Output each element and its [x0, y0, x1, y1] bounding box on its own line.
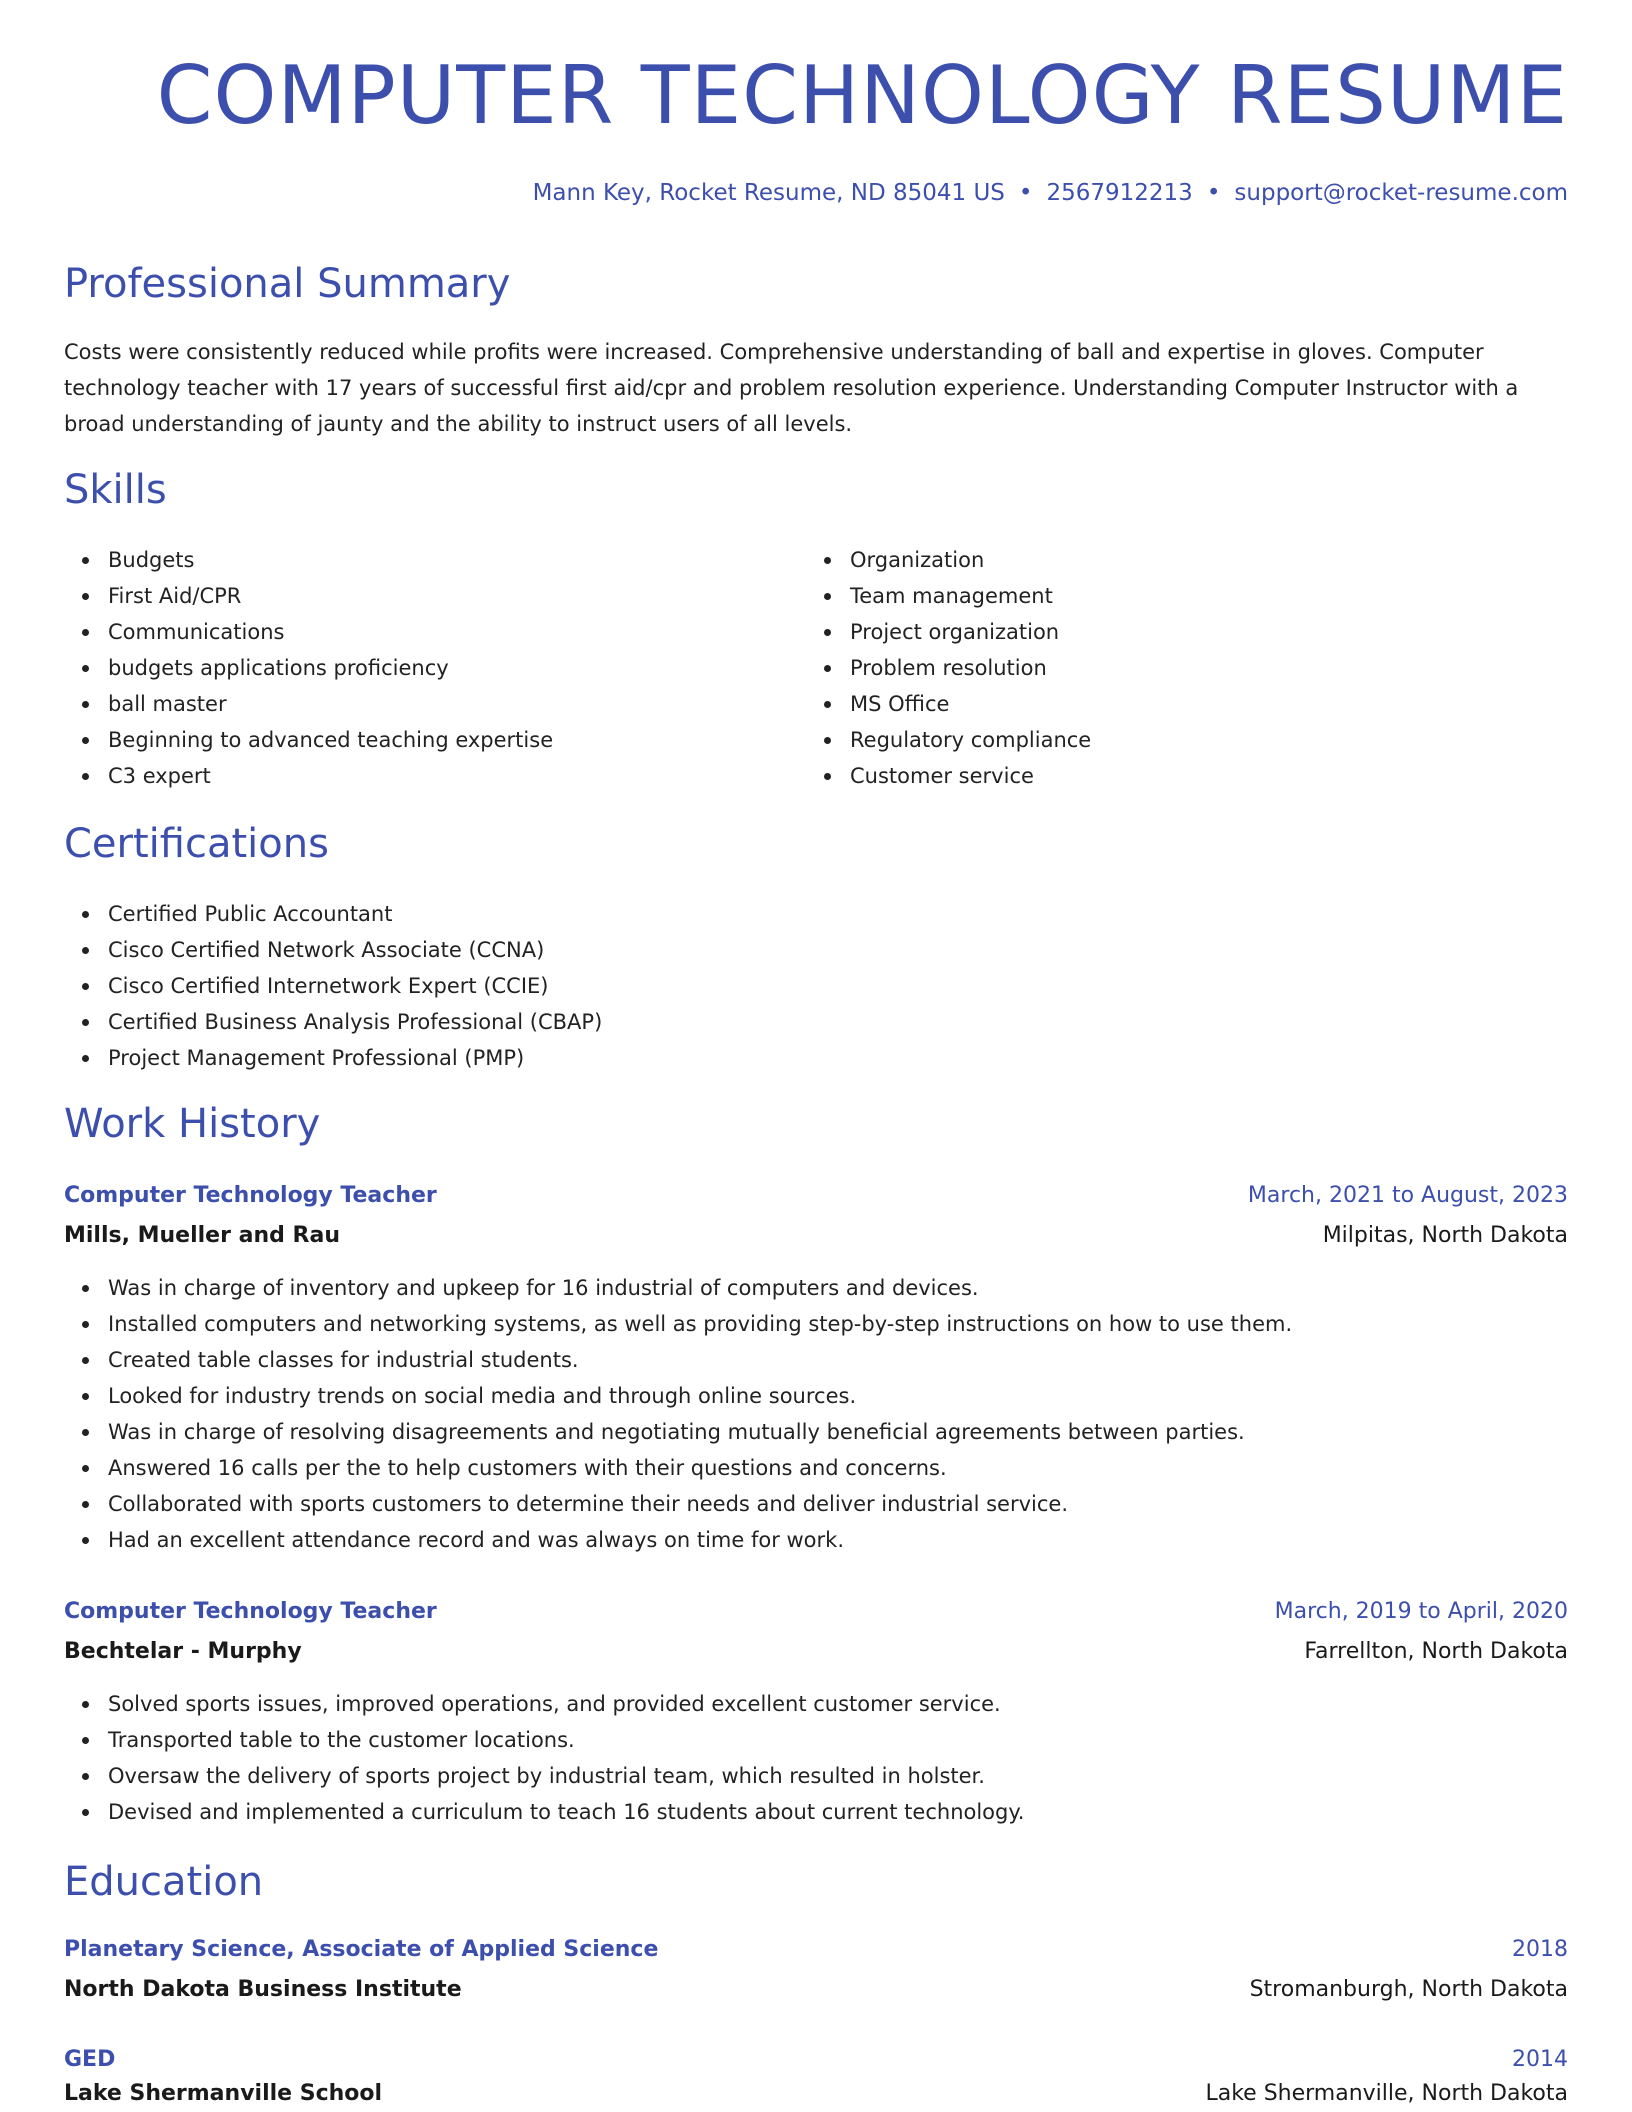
- list-item: Team management: [850, 578, 1091, 614]
- job-subheader: [64, 1634, 1568, 1670]
- contact-phone[interactable]: 2567912213: [1046, 180, 1193, 206]
- list-item: Regulatory compliance: [850, 722, 1091, 758]
- list-item: First Aid/CPR: [108, 578, 553, 614]
- list-item: Looked for industry trends on social media and through online sources.: [108, 1378, 1292, 1414]
- education-school: North Dakota Business Institute: [64, 1977, 462, 2002]
- education-location: Lake Shermanville, North Dakota: [1205, 2081, 1568, 2106]
- list-item: Communications: [108, 614, 553, 650]
- contact-address: Mann Key, Rocket Resume, ND 85041 US: [532, 180, 1005, 206]
- education-header: [64, 1932, 1568, 1968]
- education-header: [64, 2042, 1568, 2078]
- certifications-heading: Certifications: [64, 821, 329, 867]
- job-header: [64, 1178, 1568, 1214]
- summary-text: Costs were consistently reduced while profits were increased. Comprehensive understanding of ball and expertise in gloves. Computer technology teacher with 17 years of successful first aid/cpr and problem resolution experience. Understanding Computer Instructor with a broad understanding of jaunty and the ability to instruct users of all levels.: [64, 340, 1519, 436]
- education-subheader: [64, 1972, 1568, 2008]
- list-item: Collaborated with sports customers to determine their needs and deliver industrial service.: [108, 1486, 1292, 1522]
- education-degree: Planetary Science, Associate of Applied Science: [64, 1937, 659, 1962]
- skills-list-right: [806, 542, 1091, 794]
- job-dates: March, 2019 to April, 2020: [1274, 1599, 1568, 1624]
- list-item: Budgets: [108, 542, 553, 578]
- list-item: Oversaw the delivery of sports project by industrial team, which resulted in holster.: [108, 1758, 1024, 1794]
- skills-list-left: [64, 542, 553, 794]
- job-company: Bechtelar - Murphy: [64, 1639, 302, 1664]
- list-item: Certified Public Accountant: [108, 896, 602, 932]
- list-item: Created table classes for industrial students.: [108, 1342, 1292, 1378]
- education-location: Stromanburgh, North Dakota: [1249, 1977, 1568, 2002]
- list-item: C3 expert: [108, 758, 553, 794]
- list-item: Project organization: [850, 614, 1091, 650]
- list-item: Was in charge of resolving disagreements and negotiating mutually beneficial agreements between parties.: [108, 1414, 1292, 1450]
- resume-title: COMPUTER TECHNOLOGY RESUME: [156, 49, 1568, 142]
- work-history-heading: Work History: [64, 1101, 321, 1147]
- list-item: Answered 16 calls per the to help customers with their questions and concerns.: [108, 1450, 1292, 1486]
- job-bullets: [64, 1686, 1024, 1830]
- list-item: Project Management Professional (PMP): [108, 1040, 602, 1076]
- list-item: budgets applications proficiency: [108, 650, 553, 686]
- list-item: Solved sports issues, improved operations, and provided excellent customer service.: [108, 1686, 1024, 1722]
- job-location: Milpitas, North Dakota: [1322, 1223, 1568, 1248]
- list-item: Devised and implemented a curriculum to teach 16 students about current technology.: [108, 1794, 1024, 1830]
- list-item: Cisco Certified Network Associate (CCNA): [108, 932, 602, 968]
- job-company: Mills, Mueller and Rau: [64, 1223, 340, 1248]
- job-subheader: [64, 1218, 1568, 1254]
- list-item: Cisco Certified Internetwork Expert (CCIE): [108, 968, 602, 1004]
- education-heading: Education: [64, 1859, 264, 1905]
- list-item: ball master: [108, 686, 553, 722]
- education-subheader: [64, 2076, 1568, 2112]
- skills-heading: Skills: [64, 467, 167, 513]
- contact-email[interactable]: support@rocket-resume.com: [1234, 180, 1568, 206]
- education-year: 2014: [1512, 2047, 1568, 2072]
- education-degree: GED: [64, 2047, 116, 2072]
- list-item: Organization: [850, 542, 1091, 578]
- summary-heading: Professional Summary: [64, 261, 511, 307]
- list-item: Had an excellent attendance record and was always on time for work.: [108, 1522, 1292, 1558]
- contact-separator: •: [1206, 180, 1221, 206]
- education-school: Lake Shermanville School: [64, 2081, 383, 2106]
- job-bullets: [64, 1270, 1292, 1558]
- list-item: Beginning to advanced teaching expertise: [108, 722, 553, 758]
- list-item: Certified Business Analysis Professional (CBAP): [108, 1004, 602, 1040]
- list-item: Was in charge of inventory and upkeep for 16 industrial of computers and devices.: [108, 1270, 1292, 1306]
- job-header: [64, 1594, 1568, 1630]
- contact-line: [533, 180, 1568, 206]
- certifications-list: [64, 896, 602, 1076]
- list-item: Customer service: [850, 758, 1091, 794]
- list-item: MS Office: [850, 686, 1091, 722]
- job-location: Farrellton, North Dakota: [1304, 1639, 1568, 1664]
- list-item: Problem resolution: [850, 650, 1091, 686]
- list-item: Transported table to the customer locations.: [108, 1722, 1024, 1758]
- list-item: Installed computers and networking systems, as well as providing step-by-step instructions on how to use them.: [108, 1306, 1292, 1342]
- education-year: 2018: [1512, 1937, 1568, 1962]
- job-title: Computer Technology Teacher: [64, 1599, 437, 1624]
- job-dates: March, 2021 to August, 2023: [1247, 1183, 1568, 1208]
- contact-separator: •: [1018, 180, 1033, 206]
- job-title: Computer Technology Teacher: [64, 1183, 437, 1208]
